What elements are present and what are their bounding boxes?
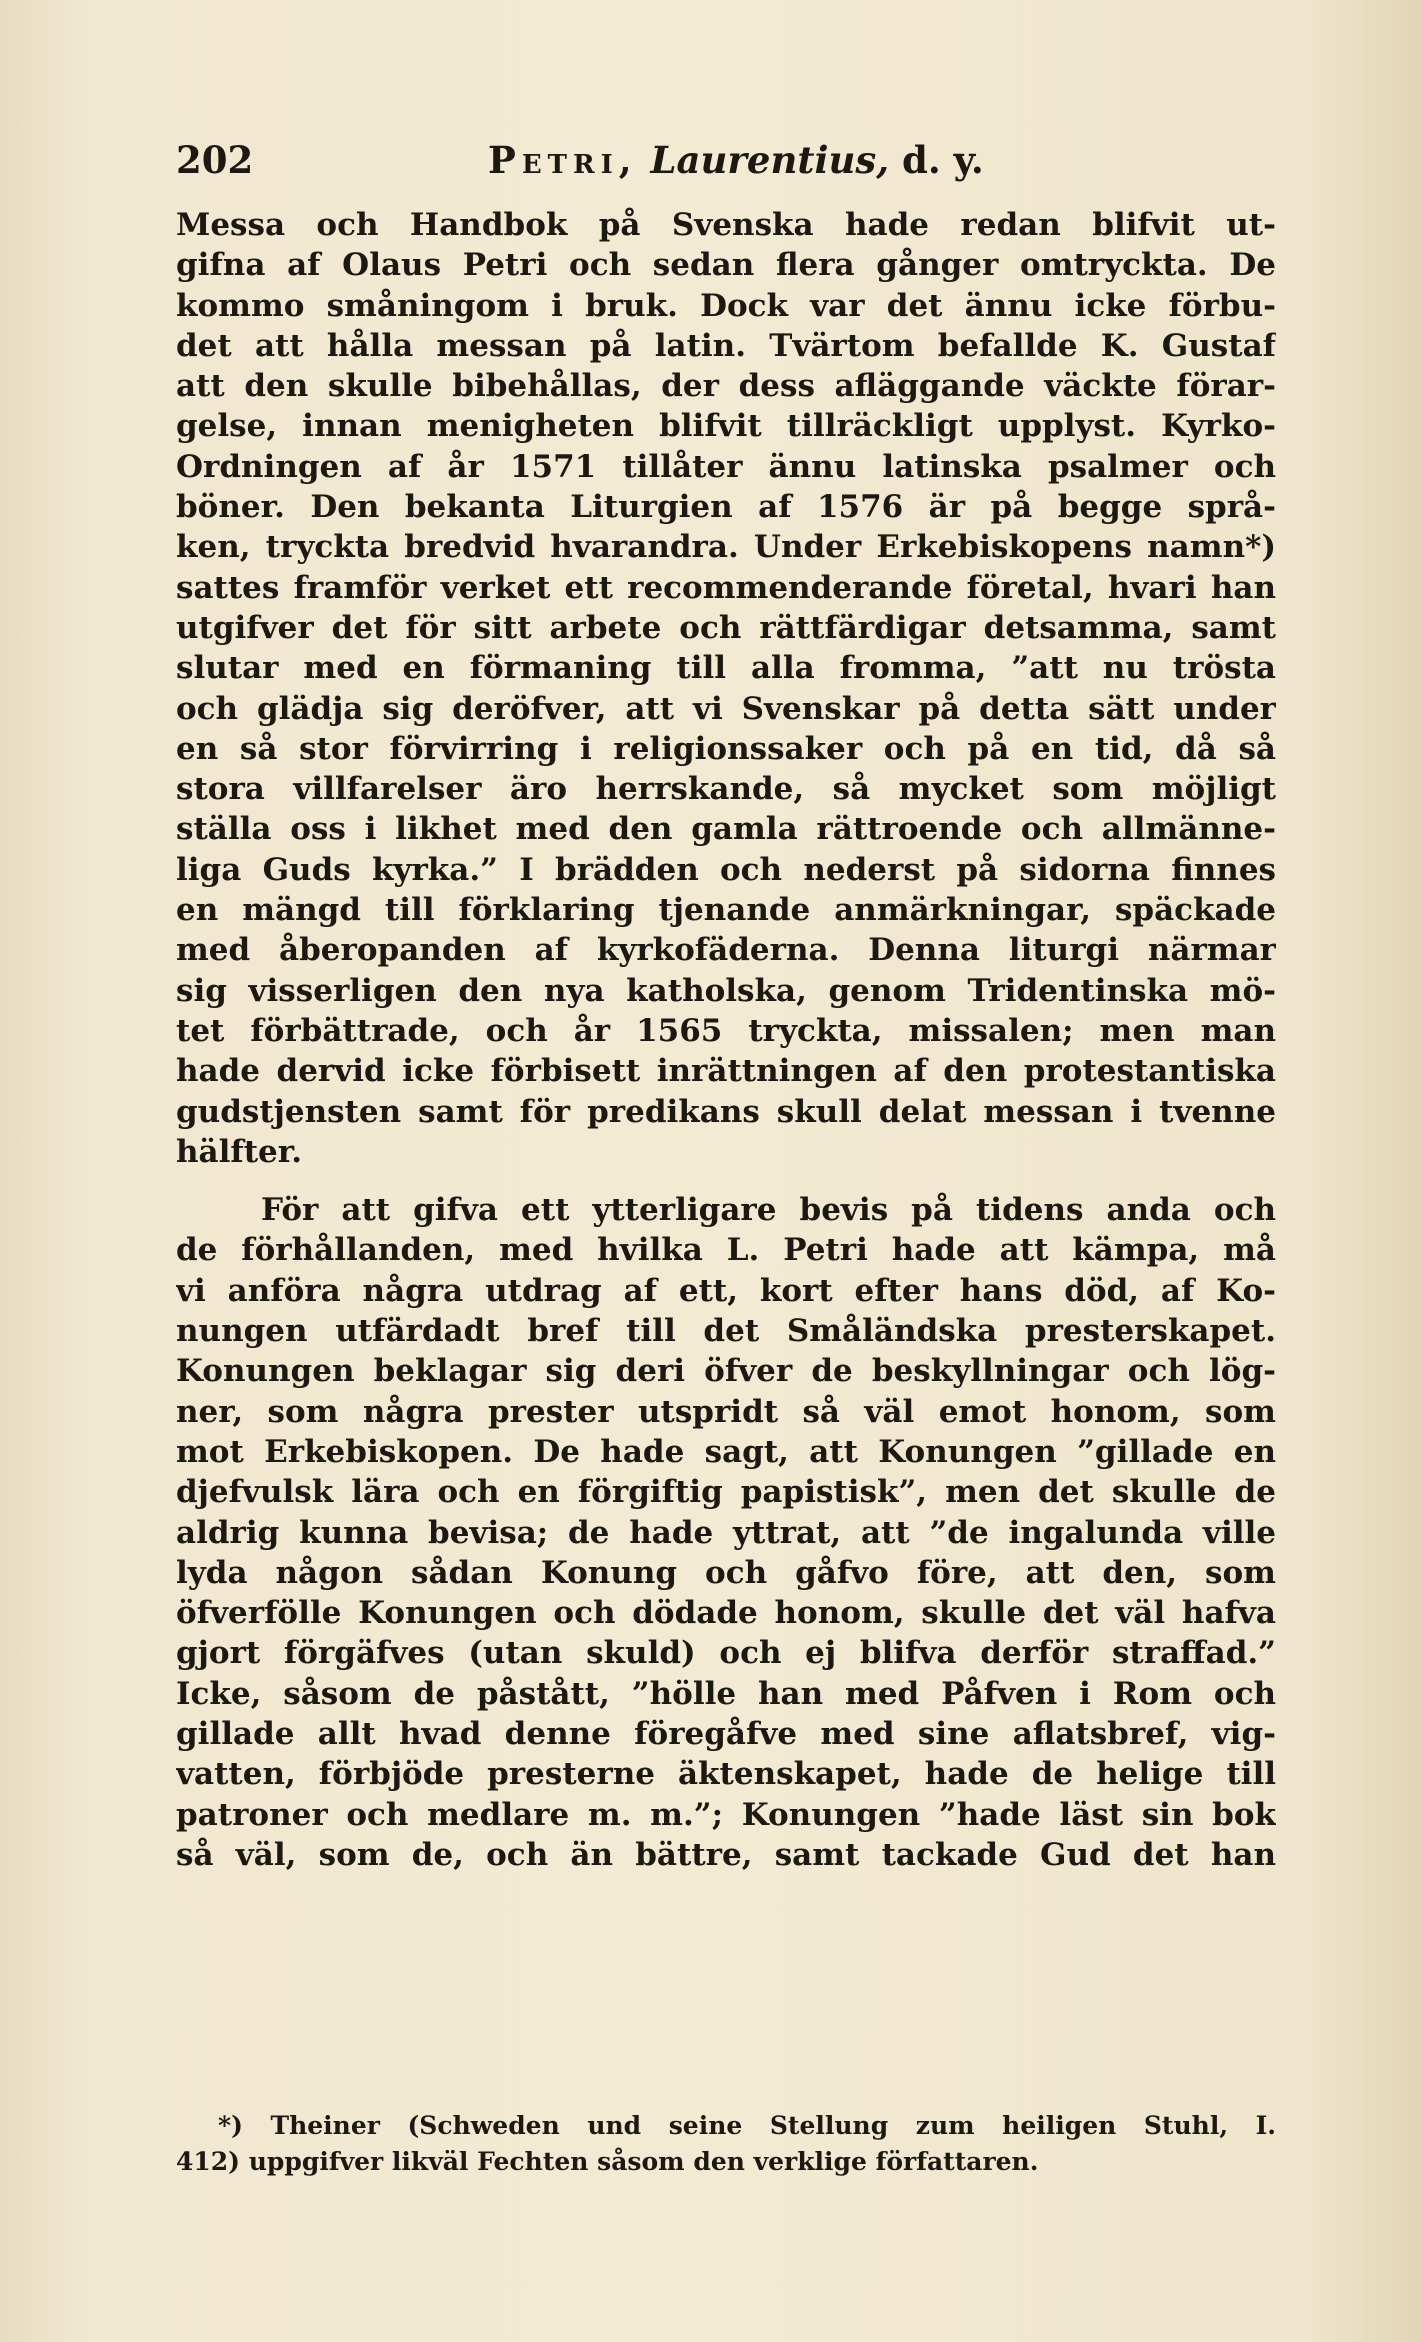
text-line: lyda någon sådan Konung och gåfvo före, att den, som [176,1554,1276,1591]
paragraph-gap [176,1172,1276,1190]
text-line: mot Erkebiskopen. De hade sagt, att Konungen ”gillade en [176,1433,1276,1470]
text-line: sig visserligen den nya katholska, genom Tridentinska mö- [176,972,1276,1009]
text-line: Messa och Handbok på Svenska hade redan blifvit ut- [176,207,1276,243]
text-line: en mängd till förklaring tjenande anmärkningar, späckade [176,892,1276,929]
text-line: ken, tryckta bredvid hvarandra. Under Erkebiskopens namn*) [176,529,1276,566]
text-line: Icke, såsom de påstått, ”hölle han med Påfven i Rom och [176,1675,1276,1712]
page-header [176,130,1276,190]
footnotes [176,2108,1276,2180]
text-line: med åberopanden af kyrkofäderna. Denna liturgi närmar [176,932,1276,969]
text-line: liga Guds kyrka.” I brädden och nederst på sidorna finnes [176,851,1276,888]
body-text [176,205,1276,1875]
text-line: böner. Den bekanta Liturgien af 1576 är på begge språ- [176,489,1276,526]
text-line: hälfter. [176,1133,303,1170]
text-line: kommo småningom i bruk. Dock var det ännu icke förbu- [176,287,1276,324]
text-line: de förhållanden, med hvilka L. Petri hade att kämpa, må [176,1232,1276,1269]
running-head-suffix: d. y. [902,138,984,182]
page-number: 202 [176,138,254,182]
text-line: Ordningen af år 1571 tillåter ännu latinska psalmer och [176,448,1276,485]
footnote-line: *) Theiner (Schweden und seine Stellung zum heiligen Stuhl, I. [218,2111,1276,2140]
text-line: djefvulsk lära och en förgiftig papistisk”, men det skulle de [176,1474,1276,1511]
text-line: så väl, som de, och än bättre, samt tackade Gud det han [176,1836,1276,1873]
text-line: det att hålla messan på latin. Tvärtom befallde K. Gustaf [176,327,1276,364]
text-line: aldrig kunna bevisa; de hade yttrat, att ”de ingalunda ville [176,1514,1276,1551]
text-line: sattes framför verket ett recommenderande företal, hvari han [176,569,1276,606]
text-line: utgifver det för sitt arbete och rättfärdigar detsamma, samt [176,609,1276,646]
running-head [488,130,984,190]
text-line: gjort förgäfves (utan skuld) och ej blifva derför straffad.” [176,1635,1276,1672]
text-line: ner, som några prester utspridt så väl emot honom, som [176,1393,1276,1430]
text-line: tet förbättrade, och år 1565 tryckta, missalen; men man [176,1012,1276,1049]
text-line: stora villfarelser äro herrskande, så mycket som möjligt [176,771,1276,808]
text-line: att den skulle bibehållas, der dess afläggande väckte förar- [176,368,1276,405]
text-line: ställa oss i likhet med den gamla rättroende och allmänne- [176,811,1276,848]
text-line: slutar med en förmaning till alla fromma, ”att nu trösta [176,650,1276,687]
text-line: Konungen beklagar sig deri öfver de beskyllningar och lög- [176,1353,1276,1390]
text-line: gillade allt hvad denne föregåfve med sine aflatsbref, vig- [176,1715,1276,1752]
running-head-author: Petri, [488,138,638,182]
text-line: gelse, innan menigheten blifvit tillräckligt upplyst. Kyrko- [176,408,1276,445]
text-line: öfverfölle Konungen och dödade honom, skulle det väl hafva [176,1595,1276,1632]
text-line: och glädja sig deröfver, att vi Svenskar på detta sätt under [176,690,1276,727]
footnote-line: 412) uppgifver likväl Fechten såsom den verklige författaren. [176,2147,1039,2176]
text-line: vatten, förbjöde presterne äktenskapet, hade de helige till [176,1756,1276,1793]
text-line: en så stor förvirring i religionssaker och på en tid, då så [176,730,1276,767]
text-line: gifna af Olaus Petri och sedan flera gånger omtryckta. De [176,247,1276,284]
text-line: patroner och medlare m. m.”; Konungen ”hade läst sin bok [176,1796,1276,1833]
running-head-given-name: Laurentius, [650,138,890,182]
text-line: hade dervid icke förbisett inrättningen af den protestantiska [176,1053,1276,1090]
text-line: För att gifva ett ytterligare bevis på tidens anda och [261,1192,1276,1229]
text-line: vi anföra några utdrag af ett, kort efter hans död, af Ko- [176,1272,1276,1309]
text-line: nungen utfärdadt bref till det Småländska presterskapet. [176,1313,1276,1350]
text-line: gudstjensten samt för predikans skull delat messan i tvenne [176,1093,1276,1130]
